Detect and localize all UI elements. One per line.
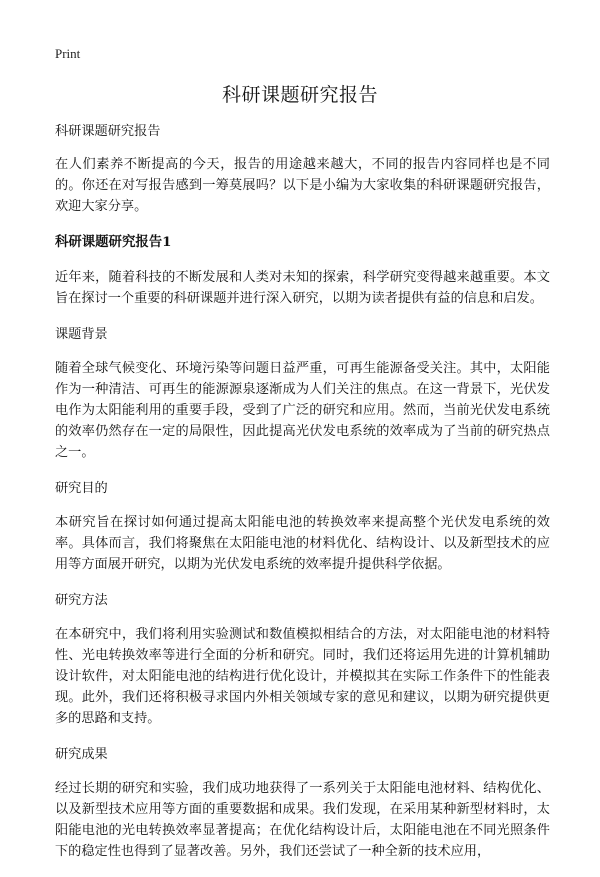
results-heading: 研究成果 [55, 747, 108, 762]
purpose-heading: 研究目的 [55, 481, 108, 496]
document-subtitle: 科研课题研究报告 [55, 124, 161, 139]
opening-paragraph: 近年来，随着科技的不断发展和人类对未知的探索，科学研究变得越来越重要。本文旨在探讨一个重要的科研课题并进行深入研究，以期为读者提供有益的信息和启发。 [55, 270, 550, 306]
print-link[interactable]: Print [55, 46, 81, 61]
page-title: 科研课题研究报告 [221, 84, 378, 106]
method-heading: 研究方法 [55, 593, 108, 608]
results-paragraph: 经过长期的研究和实验，我们成功地获得了一系列关于太阳能电池材料、结构优化、以及新型技术应用等方面的重要数据和成果。我们发现，在采用某种新型材料时，太阳能电池的光电转换效率显著提高；在优化结构设计后，太阳能电池在不同光照条件下的稳定性也得到了显著改善。另外，我们还尝试了一种全新的技术应用， [55, 781, 550, 859]
intro-paragraph: 在人们素养不断提高的今天，报告的用途越来越大，不同的报告内容同样也是不同的。你还在对写报告感到一筹莫展吗？以下是小编为大家收集的科研课题研究报告，欢迎大家分享。 [55, 157, 550, 214]
background-paragraph: 随着全球气候变化、环境污染等问题日益严重，可再生能源备受关注。其中，太阳能作为一种清洁、可再生的能源源泉逐渐成为人们关注的焦点。在这一背景下，光伏发电作为太阳能利用的重要手段，受到了广泛的研究和应用。然而，当前光伏发电系统的效率仍然存在一定的局限性，因此提高光伏发电系统的效率成为了当前的研究热点之一。 [55, 361, 550, 460]
method-paragraph: 在本研究中，我们将利用实验测试和数值模拟相结合的方法，对太阳能电池的材料特性、光电转换效率等进行全面的分析和研究。同时，我们还将运用先进的计算机辅助设计软件，对太阳能电池的结构进行优化设计，并模拟其在实际工作条件下的性能表现。此外，我们还将积极寻求国内外相关领域专家的意见和建议，以期为研究提供更多的思路和支持。 [55, 627, 550, 726]
section-heading: 科研课题研究报告1 [55, 234, 172, 250]
document-body [55, 121, 550, 877]
purpose-paragraph: 本研究旨在探讨如何通过提高太阳能电池的转换效率来提高整个光伏发电系统的效率。具体而言，我们将聚焦在太阳能电池的材料优化、结构设计、以及新型技术的应用等方面展开研究，以期为光伏发电系统的效率提升提供科学依据。 [55, 515, 550, 572]
background-heading: 课题背景 [55, 327, 108, 342]
